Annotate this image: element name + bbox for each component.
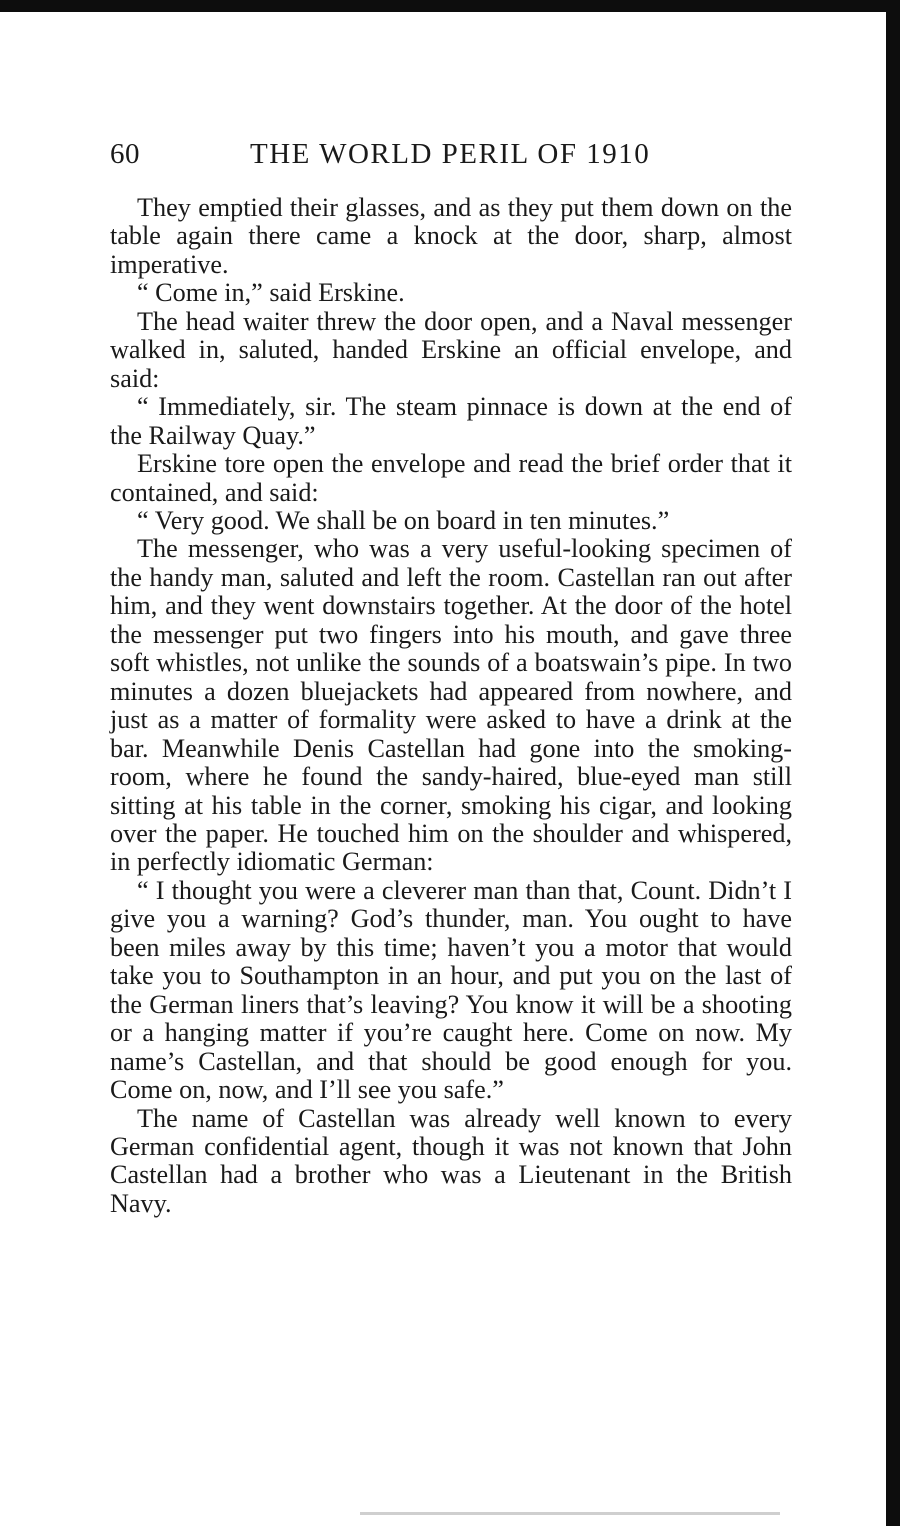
paragraph: Erskine tore open the envelope and read the brief order that it contained, and said: xyxy=(110,449,792,507)
body-text xyxy=(110,194,792,1218)
book-page xyxy=(110,138,792,1218)
paragraph: They emptied their glasses, and as they put them down on the table again there came a knock at the door, sharp, almost imperative. xyxy=(110,193,792,279)
paragraph: “ I thought you were a cleverer man than that, Count. Didn’t I give you a warning? God’s thunder, man. You ought to have been miles away by this time; haven’t you a motor that would take you to Southampton in an hour, and put you on the last of the German liners that’s leaving? You know it will be a shooting or a hanging matter if you’re caught here. Come on now. My name’s Castellan, and that should be good enough for you. Come on, now, and I’ll see you safe.” xyxy=(110,875,792,1105)
paragraph: The head waiter threw the door open, and a Naval messenger walked in, saluted, handed Erskine an official envelope, and said: xyxy=(110,306,792,393)
paragraph: “ Very good. We shall be on board in ten minutes.” xyxy=(137,505,670,535)
paragraph: The name of Castellan was already well known to every German confidential agent, though it was not known that John Castellan had a brother who was a Lieutenant in the British Navy. xyxy=(110,1103,792,1218)
running-head xyxy=(110,138,792,178)
page-number: 60 xyxy=(110,138,140,170)
running-title: THE WORLD PERIL OF 1910 xyxy=(250,138,651,170)
paragraph: The messenger, who was a very useful-looking specimen of the handy man, saluted and left the room. Castellan ran out after him, and they went downstairs together. At the door of the hotel the messenger put two fingers into his mouth, and gave three soft whistles, not unlike the sounds of a boatswain’s pipe. In two minutes a dozen bluejackets had appeared from nowhere, and just as a matter of formality were asked to have a drink at the bar. Meanwhile Denis Castellan had gone into the smoking-room, where he found the sandy-haired, blue-eyed man still sitting at his table in the corner, smoking his cigar, and looking over the paper. He touched him on the shoulder and whispered, in perfectly idiomatic German: xyxy=(110,534,792,877)
scan-border-right xyxy=(886,0,900,1526)
paragraph: “ Come in,” said Erskine. xyxy=(137,278,405,308)
scan-edge-bottom xyxy=(360,1512,780,1515)
scan-border-top xyxy=(0,0,900,12)
paragraph: “ Immediately, sir. The steam pinnace is down at the end of the Railway Quay.” xyxy=(110,392,792,450)
